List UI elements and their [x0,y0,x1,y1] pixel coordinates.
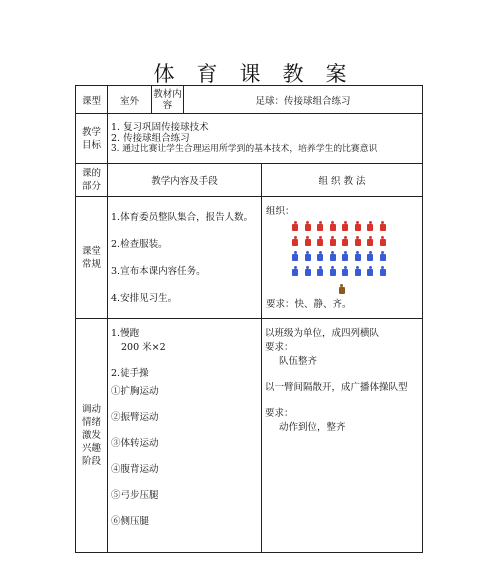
student-figure [367,236,373,246]
organization-label: 组织： [266,206,295,217]
warmup-item: ⑥侧压腿 [111,516,150,527]
student-figure [355,221,361,231]
lesson-plan-table [75,85,423,553]
textbook-label: 教材内容 [152,86,184,114]
student-figure [380,251,386,261]
textbook-value: 足球：传接球组合练习 [184,86,423,114]
warmup-item: ①扩胸运动 [111,386,159,397]
student-figure [355,251,361,261]
routine-item: 2.检查服装。 [111,238,168,250]
student-figure [317,251,323,261]
student-figure [292,266,298,276]
objectives-row [76,114,423,164]
student-figure [380,266,386,276]
student-figure [330,221,336,231]
warmup-label: 调动情绪激发兴趣阶段 [76,319,108,553]
warmup-item: ⑤弓步压腿 [111,490,159,501]
warmup-org-item: 要求： [265,342,294,353]
routine-item: 3.宣布本课内容任务。 [111,265,206,277]
routine-item: 4.安排见习生。 [111,292,178,304]
objective-item: 1. 复习巩固传接球技术 [111,122,209,133]
objectives-list [108,114,423,164]
student-figure [342,221,348,231]
student-figure [355,266,361,276]
routine-label: 课堂常规 [76,197,108,319]
routine-organization [262,197,423,319]
warmup-item: 2.徒手操 [111,368,149,379]
routine-item: 1.体育委员整队集合，报告人数。 [111,211,254,223]
student-figure [305,236,311,246]
header-row [76,86,423,114]
org-column-header: 组 织 教 法 [262,164,423,197]
warmup-item: 200 米×2 [121,342,166,353]
part-column-header: 课的部分 [76,164,108,197]
student-figure [367,221,373,231]
content-column-header: 教学内容及手段 [108,164,262,197]
warmup-row [76,319,423,553]
objective-item: 2. 传接球组合练习 [111,133,190,144]
student-figure [305,251,311,261]
warmup-organization [262,319,423,553]
objective-item: 3. 通过比赛让学生合理运用所学到的基本技术，培养学生的比赛意识 [111,144,378,154]
student-figure [380,221,386,231]
teacher-figure [339,284,345,294]
warmup-item: ②振臂运动 [111,412,159,423]
student-figure [305,266,311,276]
student-figure [317,266,323,276]
student-figure [305,221,311,231]
page-title: 体育课教案 [153,62,369,86]
student-figure [317,236,323,246]
column-header-row [76,164,423,197]
student-figure [342,266,348,276]
student-figure [342,251,348,261]
student-figure [292,221,298,231]
warmup-org-item: 以班级为单位，成四列横队 [265,328,380,339]
lesson-type-label: 课型 [76,86,108,114]
student-figure [342,236,348,246]
warmup-org-item: 要求： [265,408,294,419]
warmup-item: ③体转运动 [111,438,159,449]
routine-content [108,197,262,319]
student-figure [330,251,336,261]
warmup-item: ④腹背运动 [111,464,159,475]
objectives-label: 教学目标 [76,114,108,164]
student-figure [367,266,373,276]
student-figure [292,251,298,261]
warmup-org-item: 以一臂间隔散开，成广播体操队型 [265,382,408,393]
warmup-content [108,319,262,553]
warmup-org-item: 队伍整齐 [279,356,318,367]
student-figure [330,236,336,246]
organization-requirement: 要求：快、静、齐。 [266,299,352,310]
student-figure [317,221,323,231]
warmup-item: 1.慢跑 [111,328,140,339]
student-figure [355,236,361,246]
routine-row [76,197,423,319]
warmup-org-item: 动作到位，整齐 [279,422,346,433]
lesson-type-value: 室外 [108,86,152,114]
student-figure [380,236,386,246]
student-figure [367,251,373,261]
student-figure [330,266,336,276]
student-figure [292,236,298,246]
